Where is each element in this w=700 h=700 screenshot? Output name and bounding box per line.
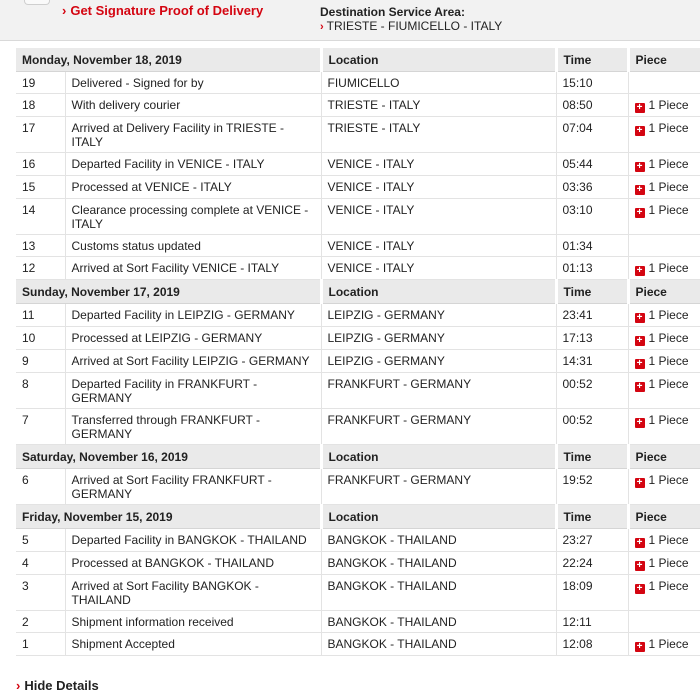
piece-plus-icon[interactable]: + <box>635 642 645 652</box>
event-piece[interactable] <box>628 575 700 611</box>
signature-proof-label: Get Signature Proof of Delivery <box>70 3 264 18</box>
event-piece[interactable] <box>628 350 700 373</box>
event-location: LEIPZIG - GERMANY <box>321 327 556 350</box>
event-time: 07:04 <box>556 117 628 153</box>
event-number: 7 <box>16 409 65 445</box>
event-location: VENICE - ITALY <box>321 153 556 176</box>
destination-text: TRIESTE - FIUMICELLO - ITALY <box>326 19 503 33</box>
event-time: 12:08 <box>556 633 628 656</box>
event-piece[interactable] <box>628 327 700 350</box>
day-date: Monday, November 18, 2019 <box>16 48 321 72</box>
signature-proof-link[interactable] <box>62 3 263 18</box>
destination-label: Destination Service Area: <box>320 5 465 19</box>
piece-label: 1 Piece <box>648 579 689 593</box>
piece-label: 1 Piece <box>648 203 689 217</box>
piece-plus-icon[interactable]: + <box>635 359 645 369</box>
event-location: BANGKOK - THAILAND <box>321 611 556 633</box>
piece-plus-icon[interactable]: + <box>635 336 645 346</box>
piece-label: 1 Piece <box>648 180 689 194</box>
event-description: Arrived at Sort Facility FRANKFURT - GERMANY <box>65 469 321 505</box>
day-date: Friday, November 15, 2019 <box>16 505 321 529</box>
event-row <box>16 611 700 633</box>
event-row <box>16 257 700 280</box>
event-location: VENICE - ITALY <box>321 199 556 235</box>
piece-plus-icon[interactable]: + <box>635 126 645 136</box>
piece-plus-icon[interactable]: + <box>635 208 645 218</box>
event-description: Transferred through FRANKFURT - GERMANY <box>65 409 321 445</box>
event-number: 11 <box>16 304 65 327</box>
event-piece[interactable] <box>628 373 700 409</box>
event-time: 01:13 <box>556 257 628 280</box>
event-number: 10 <box>16 327 65 350</box>
piece-label: 1 Piece <box>648 98 689 112</box>
event-number: 9 <box>16 350 65 373</box>
piece-label: 1 Piece <box>648 354 689 368</box>
piece-plus-icon[interactable]: + <box>635 584 645 594</box>
piece-label: 1 Piece <box>648 556 689 570</box>
piece-plus-icon[interactable]: + <box>635 561 645 571</box>
event-row <box>16 94 700 117</box>
time-header: Time <box>556 445 628 469</box>
tab-stub <box>24 0 50 5</box>
event-time: 01:34 <box>556 235 628 257</box>
event-piece[interactable] <box>628 633 700 656</box>
location-header: Location <box>321 505 556 529</box>
tracking-header <box>0 0 700 41</box>
event-description: Clearance processing complete at VENICE - ITALY <box>65 199 321 235</box>
event-time: 23:41 <box>556 304 628 327</box>
event-description: Departed Facility in VENICE - ITALY <box>65 153 321 176</box>
piece-plus-icon[interactable]: + <box>635 185 645 195</box>
piece-label: 1 Piece <box>648 261 689 275</box>
hide-details-link[interactable] <box>16 678 99 693</box>
event-description: Processed at BANGKOK - THAILAND <box>65 552 321 575</box>
event-description: Arrived at Sort Facility BANGKOK - THAILAND <box>65 575 321 611</box>
chevron-right-icon: › <box>320 21 324 33</box>
day-date: Sunday, November 17, 2019 <box>16 280 321 304</box>
piece-plus-icon[interactable]: + <box>635 478 645 488</box>
piece-plus-icon[interactable]: + <box>635 418 645 428</box>
event-time: 18:09 <box>556 575 628 611</box>
piece-header: Piece <box>628 445 700 469</box>
event-row <box>16 373 700 409</box>
event-number: 15 <box>16 176 65 199</box>
piece-plus-icon[interactable]: + <box>635 382 645 392</box>
event-description: Arrived at Sort Facility LEIPZIG - GERMANY <box>65 350 321 373</box>
event-location: BANGKOK - THAILAND <box>321 575 556 611</box>
event-description: Delivered - Signed for by <box>65 72 321 94</box>
event-description: Shipment information received <box>65 611 321 633</box>
event-piece[interactable] <box>628 153 700 176</box>
event-piece[interactable] <box>628 529 700 552</box>
location-header: Location <box>321 280 556 304</box>
event-time: 14:31 <box>556 350 628 373</box>
event-row <box>16 117 700 153</box>
event-time: 19:52 <box>556 469 628 505</box>
chevron-right-icon: › <box>62 3 67 18</box>
event-time: 22:24 <box>556 552 628 575</box>
event-row <box>16 552 700 575</box>
event-piece <box>628 72 700 94</box>
event-location: LEIPZIG - GERMANY <box>321 350 556 373</box>
event-piece <box>628 235 700 257</box>
day-header-row <box>16 48 700 72</box>
events-body <box>16 48 700 656</box>
location-header: Location <box>321 445 556 469</box>
event-number: 4 <box>16 552 65 575</box>
event-time: 23:27 <box>556 529 628 552</box>
event-description: Arrived at Sort Facility VENICE - ITALY <box>65 257 321 280</box>
piece-label: 1 Piece <box>648 331 689 345</box>
event-piece[interactable] <box>628 304 700 327</box>
event-location: FRANKFURT - GERMANY <box>321 373 556 409</box>
event-description: Processed at VENICE - ITALY <box>65 176 321 199</box>
event-description: Processed at LEIPZIG - GERMANY <box>65 327 321 350</box>
event-location: TRIESTE - ITALY <box>321 94 556 117</box>
event-row <box>16 529 700 552</box>
event-row <box>16 409 700 445</box>
event-number: 8 <box>16 373 65 409</box>
event-location: VENICE - ITALY <box>321 176 556 199</box>
event-description: Shipment Accepted <box>65 633 321 656</box>
event-number: 12 <box>16 257 65 280</box>
event-row <box>16 350 700 373</box>
event-location: FRANKFURT - GERMANY <box>321 409 556 445</box>
piece-plus-icon[interactable]: + <box>635 313 645 323</box>
event-time: 05:44 <box>556 153 628 176</box>
event-location: BANGKOK - THAILAND <box>321 529 556 552</box>
event-location: TRIESTE - ITALY <box>321 117 556 153</box>
event-description: Departed Facility in BANGKOK - THAILAND <box>65 529 321 552</box>
event-row <box>16 72 700 94</box>
time-header: Time <box>556 280 628 304</box>
event-description: Departed Facility in FRANKFURT - GERMANY <box>65 373 321 409</box>
event-number: 5 <box>16 529 65 552</box>
piece-label: 1 Piece <box>648 413 689 427</box>
event-number: 6 <box>16 469 65 505</box>
location-header: Location <box>321 48 556 72</box>
event-piece[interactable] <box>628 117 700 153</box>
event-time: 00:52 <box>556 409 628 445</box>
event-piece <box>628 611 700 633</box>
event-location: VENICE - ITALY <box>321 235 556 257</box>
event-time: 00:52 <box>556 373 628 409</box>
event-time: 03:36 <box>556 176 628 199</box>
event-time: 08:50 <box>556 94 628 117</box>
event-time: 17:13 <box>556 327 628 350</box>
event-number: 13 <box>16 235 65 257</box>
event-number: 1 <box>16 633 65 656</box>
piece-header: Piece <box>628 48 700 72</box>
event-number: 3 <box>16 575 65 611</box>
event-piece[interactable] <box>628 257 700 280</box>
event-number: 18 <box>16 94 65 117</box>
event-location: BANGKOK - THAILAND <box>321 633 556 656</box>
event-location: BANGKOK - THAILAND <box>321 552 556 575</box>
time-header: Time <box>556 505 628 529</box>
hide-details-label: Hide Details <box>24 678 99 693</box>
piece-plus-icon[interactable]: + <box>635 103 645 113</box>
event-row <box>16 199 700 235</box>
piece-plus-icon[interactable]: + <box>635 162 645 172</box>
event-piece[interactable] <box>628 552 700 575</box>
event-number: 16 <box>16 153 65 176</box>
piece-header: Piece <box>628 505 700 529</box>
time-header: Time <box>556 48 628 72</box>
event-number: 2 <box>16 611 65 633</box>
piece-plus-icon[interactable]: + <box>635 538 645 548</box>
event-row <box>16 304 700 327</box>
piece-label: 1 Piece <box>648 377 689 391</box>
event-number: 19 <box>16 72 65 94</box>
event-row <box>16 153 700 176</box>
piece-label: 1 Piece <box>648 533 689 547</box>
tracking-events-table <box>16 48 700 656</box>
event-location: FIUMICELLO <box>321 72 556 94</box>
event-location: FRANKFURT - GERMANY <box>321 469 556 505</box>
event-time: 03:10 <box>556 199 628 235</box>
event-description: With delivery courier <box>65 94 321 117</box>
piece-header: Piece <box>628 280 700 304</box>
day-date: Saturday, November 16, 2019 <box>16 445 321 469</box>
event-piece[interactable] <box>628 199 700 235</box>
event-row <box>16 235 700 257</box>
piece-label: 1 Piece <box>648 473 689 487</box>
piece-label: 1 Piece <box>648 308 689 322</box>
chevron-right-icon: › <box>16 678 21 693</box>
event-time: 15:10 <box>556 72 628 94</box>
event-row <box>16 176 700 199</box>
event-time: 12:11 <box>556 611 628 633</box>
event-number: 14 <box>16 199 65 235</box>
event-piece[interactable] <box>628 469 700 505</box>
day-header-row <box>16 505 700 529</box>
piece-plus-icon[interactable]: + <box>635 266 645 276</box>
event-location: LEIPZIG - GERMANY <box>321 304 556 327</box>
event-piece[interactable] <box>628 409 700 445</box>
piece-label: 1 Piece <box>648 121 689 135</box>
piece-label: 1 Piece <box>648 637 689 651</box>
event-location: VENICE - ITALY <box>321 257 556 280</box>
event-description: Customs status updated <box>65 235 321 257</box>
day-header-row <box>16 445 700 469</box>
event-description: Departed Facility in LEIPZIG - GERMANY <box>65 304 321 327</box>
event-piece[interactable] <box>628 176 700 199</box>
piece-label: 1 Piece <box>648 157 689 171</box>
day-header-row <box>16 280 700 304</box>
event-piece[interactable] <box>628 94 700 117</box>
destination-value <box>320 19 502 33</box>
event-number: 17 <box>16 117 65 153</box>
event-description: Arrived at Delivery Facility in TRIESTE - ITALY <box>65 117 321 153</box>
event-row <box>16 327 700 350</box>
event-row <box>16 633 700 656</box>
event-row <box>16 575 700 611</box>
event-row <box>16 469 700 505</box>
